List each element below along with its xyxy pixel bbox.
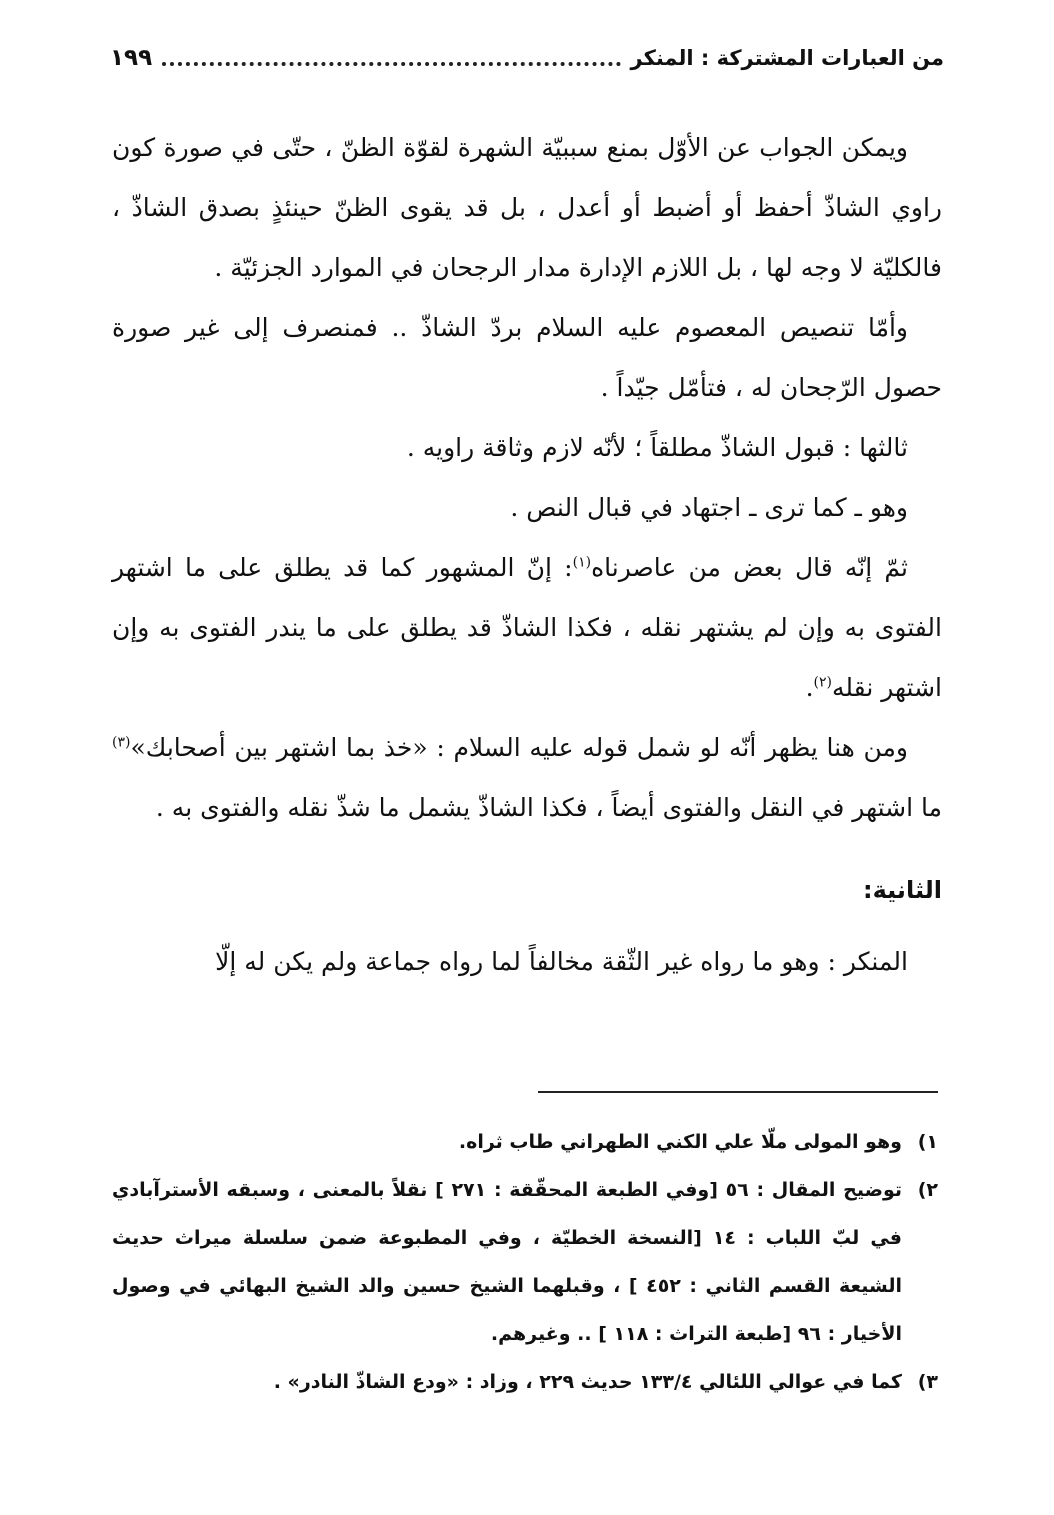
paragraph-4: وهو ـ كما ترى ـ اجتهاد في قبال النص . — [510, 493, 908, 522]
footnote-text: وهو المولى ملّا علي الكني الطهراني طاب ثراه. — [458, 1131, 902, 1153]
footnote-number: ٢) — [917, 1179, 938, 1201]
body-text — [112, 118, 942, 992]
footnote-number: ٣) — [917, 1371, 938, 1393]
running-title: من العبارات المشتركة : المنكر — [630, 46, 944, 70]
paragraph-5-text-b: : إنّ المشهور كما قد يطلق على ما اشتهر الفتوى به وإن لم يشتهر نقله ، فكذا الشاذّ قد يطلق على ما يندر الفتوى به وإن اشتهر نقله — [112, 553, 942, 702]
footnote-ref-1: (١) — [572, 554, 592, 571]
paragraph-6-text-a: ومن هنا يظهر أنّه لو شمل قوله عليه السلام : «خذ بما اشتهر بين أصحابك» — [130, 733, 908, 762]
footnote-ref-3: (٣) — [112, 734, 131, 751]
paragraph-7: المنكر : وهو ما رواه غير الثّقة مخالفاً لما رواه جماعة ولم يكن له إلّا — [215, 947, 908, 976]
footnote-number: ١) — [917, 1131, 938, 1153]
running-header — [110, 38, 944, 78]
paragraph-5-text-c: . — [805, 673, 814, 702]
footnote-ref-2: (٢) — [813, 674, 832, 691]
paragraph-1: ويمكن الجواب عن الأوّل بمنع سببيّة الشهرة لقوّة الظنّ ، حتّى في صورة كون راوي الشاذّ أحفظ أو أضبط أو أعدل ، بل قد يقوى الظنّ حينئذٍ بصدق الشاذّ ، فالكليّة لا وجه لها ، بل اللازم الإدارة مدار الرجحان في الموارد الجزئيّة . — [112, 133, 942, 282]
paragraph-5 — [112, 538, 942, 718]
paragraph-6 — [112, 718, 942, 838]
leader-dots — [162, 62, 620, 66]
footnote-text: توضيح المقال : ٥٦ [وفي الطبعة المحقّقة : ٢٧١ ] نقلاً بالمعنى ، وسبقه الأسترآبادي في لبّ اللباب : ١٤ [النسخة الخطيّة ، وفي المطبوعة ضمن سلسلة ميراث حديث الشيعة القسم الثاني : ٤٥٢ ] ، وقبلهما الشيخ حسين والد الشيخ البهائي في وصول الأخيار : ٩٦ [طبعة التراث : ١١٨ ] .. وغيرهم. — [112, 1179, 902, 1345]
paragraph-3: ثالثها : قبول الشاذّ مطلقاً ؛ لأنّه لازم وثاقة راويه . — [406, 433, 908, 462]
footnote-divider — [538, 1091, 938, 1093]
paragraph-5-text-a: ثمّ إنّه قال بعض من عاصرناه — [591, 553, 908, 582]
paragraph-2: وأمّا تنصيص المعصوم عليه السلام بردّ الشاذّ .. فمنصرف إلى غير صورة حصول الرّجحان له ، فتأمّل جيّداً . — [112, 313, 942, 402]
footnotes — [112, 1118, 938, 1406]
section-heading: الثانية: — [862, 876, 942, 904]
footnote-1 — [112, 1118, 938, 1166]
footnote-2 — [112, 1166, 938, 1358]
page-number: ١٩٩ — [110, 45, 153, 71]
footnote-text: كما في عوالي اللئالي ١٣٣/٤ حديث ٢٢٩ ، وزاد : «ودع الشاذّ النادر» . — [273, 1371, 902, 1393]
footnote-3 — [112, 1358, 938, 1406]
paragraph-6-text-b: ما اشتهر في النقل والفتوى أيضاً ، فكذا الشاذّ يشمل ما شذّ نقله والفتوى به . — [155, 793, 942, 822]
